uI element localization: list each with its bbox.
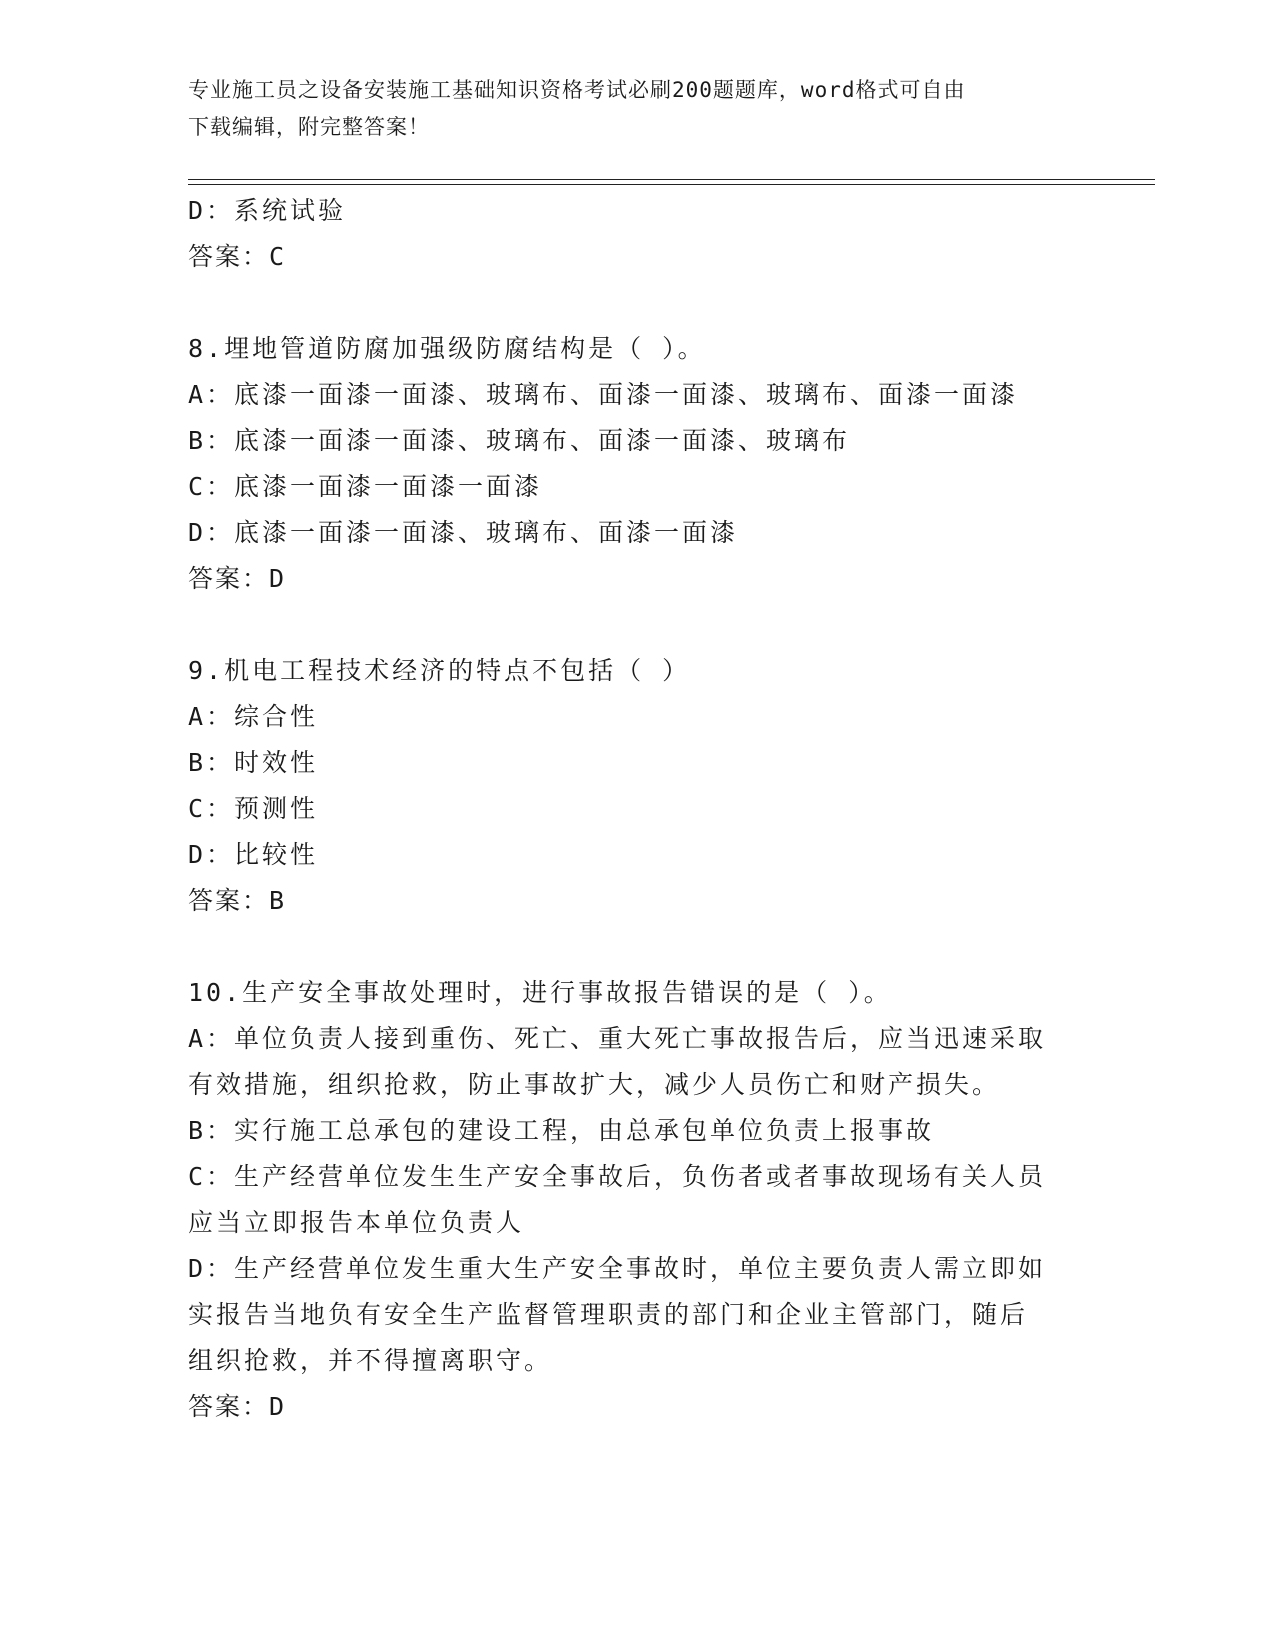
spacer [188, 280, 1088, 326]
option-b: B：时效性 [188, 748, 319, 777]
option-a: A：底漆一面漆一面漆、玻璃布、面漆一面漆、玻璃布、面漆一面漆 [188, 380, 1019, 409]
option-d-line-1: D：生产经营单位发生重大生产安全事故时，单位主要负责人需立即如 [188, 1254, 1047, 1283]
question-9 [188, 648, 1088, 924]
question-stem: 10.生产安全事故处理时，进行事故报告错误的是（ ）。 [188, 978, 892, 1007]
option-b: B：底漆一面漆一面漆、玻璃布、面漆一面漆、玻璃布 [188, 426, 851, 455]
option-a: A：综合性 [188, 702, 319, 731]
question-8 [188, 326, 1088, 602]
question-stem: 8.埋地管道防腐加强级防腐结构是（ ）。 [188, 334, 706, 363]
question-answer: 答案：D [188, 1392, 287, 1421]
previous-question-option-d: D：系统试验 [188, 196, 347, 225]
option-c-line-1: C：生产经营单位发生生产安全事故后，负伤者或者事故现场有关人员 [188, 1162, 1047, 1191]
previous-question-answer: 答案：C [188, 242, 287, 271]
option-d-line-3: 组织抢救，并不得擅离职守。 [188, 1346, 553, 1375]
question-answer: 答案：D [188, 564, 287, 593]
option-c: C：底漆一面漆一面漆一面漆 [188, 472, 543, 501]
option-c-line-2: 应当立即报告本单位负责人 [188, 1208, 525, 1237]
option-d: D：比较性 [188, 840, 319, 869]
header-divider-top [188, 179, 1155, 180]
header-line-1: 专业施工员之设备安装施工基础知识资格考试必刷200题题库，word格式可自由 [188, 78, 966, 102]
option-c: C：预测性 [188, 794, 319, 823]
option-d: D：底漆一面漆一面漆、玻璃布、面漆一面漆 [188, 518, 739, 547]
option-b: B：实行施工总承包的建设工程，由总承包单位负责上报事故 [188, 1116, 935, 1145]
question-stem: 9.机电工程技术经济的特点不包括（ ） [188, 656, 691, 685]
header-line-2: 下载编辑，附完整答案！ [188, 115, 430, 139]
spacer [188, 602, 1088, 648]
question-answer: 答案：B [188, 886, 287, 915]
document-body [188, 188, 1088, 1430]
question-10 [188, 970, 1088, 1430]
option-d-line-2: 实报告当地负有安全生产监督管理职责的部门和企业主管部门，随后 [188, 1300, 1029, 1329]
spacer [188, 924, 1088, 970]
document-header [188, 72, 1078, 146]
option-a-line-2: 有效措施，组织抢救，防止事故扩大，减少人员伤亡和财产损失。 [188, 1070, 1001, 1099]
option-a-line-1: A：单位负责人接到重伤、死亡、重大死亡事故报告后，应当迅速采取 [188, 1024, 1047, 1053]
header-divider-bottom [188, 184, 1155, 185]
